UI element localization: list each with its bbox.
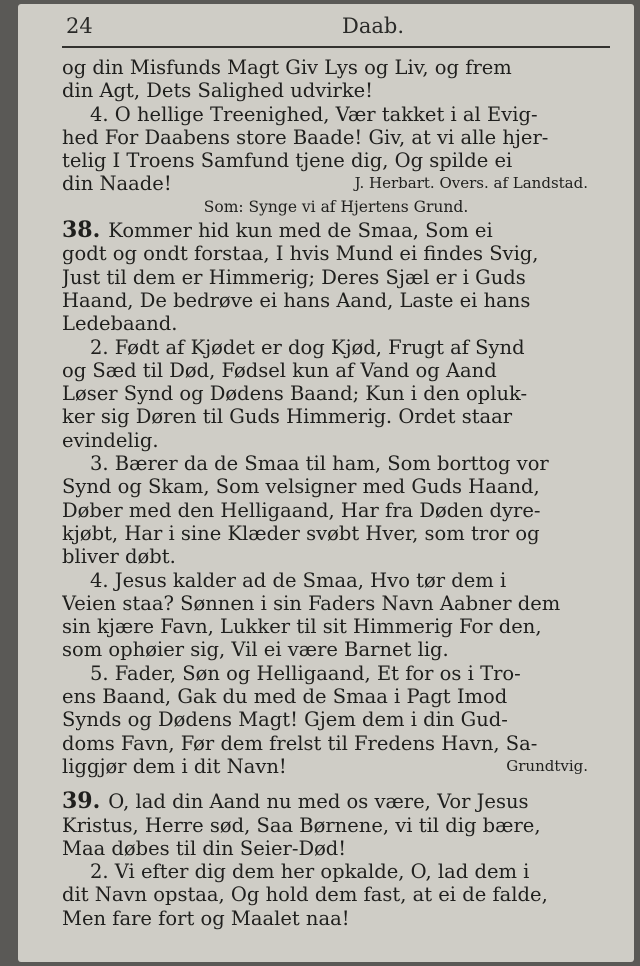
text-line: ker sig Døren til Guds Himmerig. Ordet staar bbox=[62, 405, 513, 429]
text-line bbox=[62, 755, 610, 778]
text-line: Men fare fort og Maalet naa! bbox=[62, 906, 350, 930]
attribution: J. Herbart. Overs. af Landstad. bbox=[354, 174, 588, 193]
text-line bbox=[62, 219, 610, 242]
text-line: doms Favn, Før dem frelst til Fredens Havn, Sa- bbox=[62, 731, 538, 755]
text-line: og Sæd til Død, Fødsel kun af Vand og Aand bbox=[62, 358, 497, 382]
text-line: 4. O hellige Treenighed, Vær takket i al Evig- bbox=[90, 102, 538, 126]
running-title: Daab. bbox=[342, 14, 404, 38]
text-line: telig I Troens Samfund tjene dig, Og spilde ei bbox=[62, 149, 513, 173]
text-line: Synds og Dødens Magt! Gjem dem i din Gud- bbox=[62, 708, 508, 732]
text-line: Haand, De bedrøve ei hans Aand, Laste ei hans bbox=[62, 288, 531, 312]
text-line: Maa døbes til din Seier-Død! bbox=[62, 836, 347, 860]
spacer bbox=[62, 778, 610, 790]
text-line: godt og ondt forstaa, I hvis Mund ei findes Svig, bbox=[62, 242, 539, 266]
text-line: dit Navn opstaa, Og hold dem fast, at ei de falde, bbox=[62, 883, 548, 907]
attribution: Grundtvig. bbox=[506, 756, 588, 775]
text-line: sin kjære Favn, Lukker til sit Himmerig For den, bbox=[62, 615, 542, 639]
text-line: 2. Født af Kjødet er dog Kjød, Frugt af Synd bbox=[90, 335, 525, 359]
page-body bbox=[62, 56, 610, 930]
text-line: Just til dem er Himmerig; Deres Sjæl er i Guds bbox=[62, 265, 526, 289]
text-line: bliver døbt. bbox=[62, 545, 176, 569]
text-line: kjøbt, Har i sine Klæder svøbt Hver, som tror og bbox=[62, 521, 540, 545]
melody-note: Som: Synge vi af Hjertens Grund. bbox=[203, 197, 469, 216]
hymn-number: 39. bbox=[62, 790, 101, 814]
text-line: og din Misfunds Magt Giv Lys og Liv, og frem bbox=[62, 56, 512, 79]
header-rule bbox=[62, 46, 610, 48]
text-line: Ledebaand. bbox=[62, 312, 178, 336]
page-header bbox=[46, 12, 608, 42]
text-line: 4. Jesus kalder ad de Smaa, Hvo tør dem i bbox=[90, 568, 507, 592]
text-line bbox=[62, 790, 610, 813]
text-line: Veien staa? Sønnen i sin Faders Navn Aabner dem bbox=[62, 591, 561, 615]
hymn-number: 38. bbox=[62, 219, 101, 243]
verse-end: din Naade! bbox=[62, 172, 172, 196]
text-line: Synd og Skam, Som velsigner med Guds Haand, bbox=[62, 475, 540, 499]
text-line: Kristus, Herre sød, Saa Børnene, vi til dig bære, bbox=[62, 813, 541, 837]
text-line: 2. Vi efter dig dem her opkalde, O, lad dem i bbox=[90, 860, 530, 884]
text-line: Døber med den Helligaand, Har fra Døden dyre- bbox=[62, 498, 541, 522]
text-line: hed For Daabens store Baade! Giv, at vi alle hjer- bbox=[62, 125, 549, 149]
text-line: evindelig. bbox=[62, 428, 159, 452]
text-line bbox=[62, 172, 610, 195]
hymn-first-line: Kommer hid kun med de Smaa, Som ei bbox=[108, 219, 493, 243]
text-line: ens Baand, Gak du med de Smaa i Pagt Imod bbox=[62, 685, 508, 709]
hymn-first-line: O, lad din Aand nu med os være, Vor Jesus bbox=[108, 790, 529, 814]
text-line: 3. Bærer da de Smaa til ham, Som borttog vor bbox=[90, 452, 549, 476]
verse-end: liggjør dem i dit Navn! bbox=[62, 754, 287, 778]
text-line: 5. Fader, Søn og Helligaand, Et for os i Tro- bbox=[90, 661, 521, 685]
page-number: 24 bbox=[66, 14, 93, 38]
text-line: Løser Synd og Dødens Baand; Kun i den opluk- bbox=[62, 382, 528, 406]
text-line: som ophøier sig, Vil ei være Barnet lig. bbox=[62, 638, 449, 662]
text-line: din Agt, Dets Salighed udvirke! bbox=[62, 79, 374, 103]
